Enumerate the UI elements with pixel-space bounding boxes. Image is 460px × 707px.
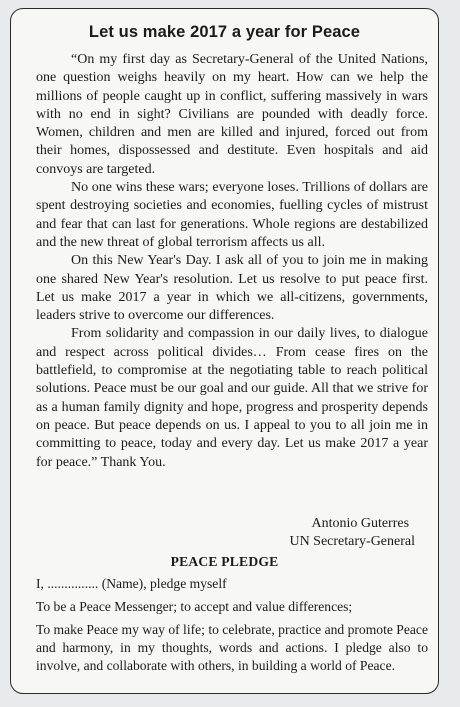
paragraph: “On my first day as Secretary-General of the United Nations, one question weighs heavily on my heart. How can we help the millions of people caught up in conflict, suffering massively in wars with no end in sight? Civilians are pounded with deadly force. Women, children and men are killed and injured, forced out from their homes, dispossessed and destitute. Even hospitals and aid convoys are targeted. [36, 52, 428, 177]
pledge-line: To make Peace my way of life; to celebrate, practice and promote Peace and harmony, in my thoughts, words and actions. I pledge also to involve, and collaborate with others, in building a world of Peace. [36, 622, 428, 673]
signature-role: UN Secretary-General [289, 534, 415, 550]
paragraph: From solidarity and compassion in our daily lives, to dialogue and respect across political divides… From cease fires on the battlefield, to compromise at the negotiating table to reach political solutions. Peace must be our goal and our guide. All that we strive for as a human family dignity and hope, progress and prosperity depends on peace. But peace depends on us. I appeal to you to all join me in committing to peace, today and every day. Let us make 2017 a year for peace.” Thank You. [36, 326, 428, 470]
pledge-body [36, 575, 428, 680]
paragraph: No one wins these wars; everyone loses. Trillions of dollars are spent destroying societies and economies, fuelling cycles of mistrust and fear that can last for generations. Whole regions are destabilized and the new threat of global terrorism affects us all. [36, 180, 428, 250]
page-title: Let us make 2017 a year for Peace [88, 23, 361, 41]
pledge-line: To be a Peace Messenger; to accept and value differences; [36, 599, 353, 614]
paragraph: On this New Year's Day. I ask all of you to join me in making one shared New Year's resolution. Let us resolve to put peace first. Let us make 2017 a year in which we all-citizens, governments, leaders strive to overcome our differences. [36, 253, 428, 324]
pledge-title: PEACE PLEDGE [170, 554, 279, 569]
pledge-line: I, ............... (Name), pledge myself [36, 576, 227, 591]
message-body [36, 51, 428, 472]
signature-name: Antonio Guterres [311, 516, 410, 531]
peace-card [10, 8, 439, 694]
signature-block [289, 515, 415, 552]
